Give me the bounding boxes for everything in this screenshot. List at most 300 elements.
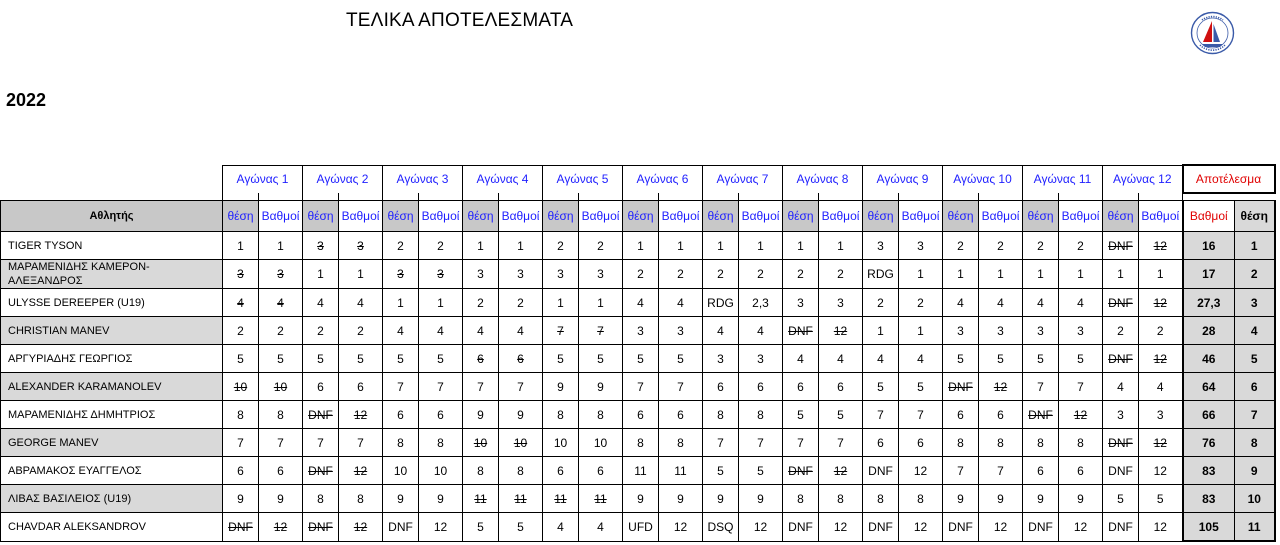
race-position: 1 bbox=[543, 289, 579, 317]
athlete-name: ΑΒΡΑΜΑΚΟΣ ΕΥΑΓΓΕΛΟΣ bbox=[1, 457, 223, 485]
athlete-name: ALEXANDER KARAMANOLEV bbox=[1, 373, 223, 401]
race-header: Αγώνας 7 bbox=[703, 165, 783, 193]
race-points: 7 bbox=[819, 429, 863, 457]
race-position: 2 bbox=[463, 289, 499, 317]
race-header: Αγώνας 11 bbox=[1023, 165, 1103, 193]
race-position: 7 bbox=[223, 429, 259, 457]
race-points: 12 bbox=[1139, 429, 1183, 457]
table-row bbox=[1, 345, 1275, 373]
race-points: 4 bbox=[339, 289, 383, 317]
race-position: 4 bbox=[463, 317, 499, 345]
race-position: 4 bbox=[543, 513, 579, 542]
race-points: 4 bbox=[659, 289, 703, 317]
race-points: 12 bbox=[259, 513, 303, 542]
race-points: 10 bbox=[579, 429, 623, 457]
race-points: 10 bbox=[499, 429, 543, 457]
race-points: 8 bbox=[899, 485, 943, 513]
race-position: 1 bbox=[863, 317, 899, 345]
race-position: 9 bbox=[703, 485, 739, 513]
total-points: 17 bbox=[1183, 260, 1235, 289]
race-points: 2 bbox=[419, 232, 463, 260]
athlete-name: ΑΡΓΥΡΙΑΔΗΣ ΓΕΩΡΓΙΟΣ bbox=[1, 345, 223, 373]
final-position: 2 bbox=[1235, 260, 1275, 289]
total-points: 27,3 bbox=[1183, 289, 1235, 317]
race-points: 1 bbox=[899, 317, 943, 345]
race-points: 3 bbox=[259, 260, 303, 289]
race-position: DNF bbox=[1103, 232, 1139, 260]
divider-cell bbox=[383, 193, 419, 201]
race-position: 1 bbox=[783, 232, 819, 260]
race-position: RDG bbox=[703, 289, 739, 317]
final-position: 10 bbox=[1235, 485, 1275, 513]
race-points: 2,3 bbox=[739, 289, 783, 317]
race-points: 2 bbox=[819, 260, 863, 289]
divider-cell bbox=[899, 193, 943, 201]
table-row bbox=[1, 232, 1275, 260]
athlete-name: GEORGE MANEV bbox=[1, 429, 223, 457]
race-points: 4 bbox=[899, 345, 943, 373]
race-position: 8 bbox=[543, 401, 579, 429]
race-points: 1 bbox=[1139, 260, 1183, 289]
divider-cell bbox=[1103, 193, 1139, 201]
race-points: 12 bbox=[979, 513, 1023, 542]
race-header-row bbox=[1, 165, 1275, 193]
race-position: 5 bbox=[863, 373, 899, 401]
race-points: 9 bbox=[659, 485, 703, 513]
race-position: 5 bbox=[463, 513, 499, 542]
race-position: 1 bbox=[623, 232, 659, 260]
race-points: 11 bbox=[499, 485, 543, 513]
race-points: 12 bbox=[1059, 401, 1103, 429]
race-position: 7 bbox=[783, 429, 819, 457]
table-row bbox=[1, 429, 1275, 457]
race-points: 3 bbox=[739, 345, 783, 373]
divider-cell bbox=[579, 193, 623, 201]
race-position: 6 bbox=[863, 429, 899, 457]
race-position: 6 bbox=[623, 401, 659, 429]
points-header: Βαθμοί bbox=[659, 201, 703, 232]
table-row bbox=[1, 401, 1275, 429]
race-position: DNF bbox=[1103, 345, 1139, 373]
divider-cell bbox=[463, 193, 499, 201]
race-position: 9 bbox=[463, 401, 499, 429]
table-row bbox=[1, 457, 1275, 485]
points-header: Βαθμοί bbox=[739, 201, 783, 232]
race-position: 3 bbox=[863, 232, 899, 260]
race-points: 3 bbox=[499, 260, 543, 289]
race-position: 9 bbox=[1023, 485, 1059, 513]
race-points: 7 bbox=[899, 401, 943, 429]
race-position: 5 bbox=[783, 401, 819, 429]
race-position: DNF bbox=[943, 373, 979, 401]
race-position: 2 bbox=[623, 260, 659, 289]
column-header-row bbox=[1, 201, 1275, 232]
race-header: Αγώνας 12 bbox=[1103, 165, 1183, 193]
race-points: 2 bbox=[1059, 232, 1103, 260]
race-points: 9 bbox=[1059, 485, 1103, 513]
race-points: 4 bbox=[1139, 373, 1183, 401]
race-position: 4 bbox=[1023, 289, 1059, 317]
race-position: 1 bbox=[383, 289, 419, 317]
race-points: 10 bbox=[259, 373, 303, 401]
race-points: 12 bbox=[659, 513, 703, 542]
athlete-name: ΜΑΡΑΜΕΝΙΔΗΣ ΔΗΜΗΤΡΙΟΣ bbox=[1, 401, 223, 429]
race-points: 12 bbox=[979, 373, 1023, 401]
race-position: 2 bbox=[303, 317, 339, 345]
position-header: θέση bbox=[1023, 201, 1059, 232]
race-position: 3 bbox=[303, 232, 339, 260]
position-header: θέση bbox=[383, 201, 419, 232]
race-position: 4 bbox=[943, 289, 979, 317]
race-points: 8 bbox=[739, 401, 783, 429]
race-points: 6 bbox=[339, 373, 383, 401]
race-position: 8 bbox=[1023, 429, 1059, 457]
race-position: 6 bbox=[383, 401, 419, 429]
race-points: 3 bbox=[1059, 317, 1103, 345]
divider-cell bbox=[1139, 193, 1183, 201]
race-position: 3 bbox=[383, 260, 419, 289]
race-position: DNF bbox=[943, 513, 979, 542]
divider-cell bbox=[1235, 193, 1275, 201]
race-points: 12 bbox=[899, 457, 943, 485]
position-header: θέση bbox=[223, 201, 259, 232]
race-position: 9 bbox=[943, 485, 979, 513]
race-points: 2 bbox=[499, 289, 543, 317]
race-position: DNF bbox=[783, 513, 819, 542]
race-position: 5 bbox=[303, 345, 339, 373]
race-points: 12 bbox=[1059, 513, 1103, 542]
race-position: 6 bbox=[223, 457, 259, 485]
race-position: 11 bbox=[623, 457, 659, 485]
race-points: 8 bbox=[259, 401, 303, 429]
race-position: 2 bbox=[703, 260, 739, 289]
race-position: 8 bbox=[383, 429, 419, 457]
race-points: 5 bbox=[499, 513, 543, 542]
race-position: DNF bbox=[1023, 513, 1059, 542]
race-position: 7 bbox=[383, 373, 419, 401]
table-row bbox=[1, 485, 1275, 513]
points-header: Βαθμοί bbox=[1139, 201, 1183, 232]
race-points: 5 bbox=[979, 345, 1023, 373]
race-points: 1 bbox=[579, 289, 623, 317]
race-points: 5 bbox=[1139, 485, 1183, 513]
points-header: Βαθμοί bbox=[979, 201, 1023, 232]
race-position: DNF bbox=[1103, 289, 1139, 317]
race-points: 3 bbox=[339, 232, 383, 260]
table-row bbox=[1, 373, 1275, 401]
race-position: DNF bbox=[1103, 513, 1139, 542]
race-position: 2 bbox=[783, 260, 819, 289]
race-points: 6 bbox=[979, 401, 1023, 429]
points-header: Βαθμοί bbox=[819, 201, 863, 232]
divider-cell bbox=[943, 193, 979, 201]
race-header: Αγώνας 1 bbox=[223, 165, 303, 193]
race-position: 2 bbox=[1023, 232, 1059, 260]
race-points: 8 bbox=[499, 457, 543, 485]
race-position: 3 bbox=[543, 260, 579, 289]
position-header: θέση bbox=[703, 201, 739, 232]
final-position: 5 bbox=[1235, 345, 1275, 373]
blank-corner-cell bbox=[1, 165, 223, 193]
race-header: Αγώνας 5 bbox=[543, 165, 623, 193]
race-position: 1 bbox=[223, 232, 259, 260]
race-points: 6 bbox=[1059, 457, 1103, 485]
race-header: Αγώνας 10 bbox=[943, 165, 1023, 193]
race-points: 9 bbox=[739, 485, 783, 513]
race-points: 8 bbox=[1059, 429, 1103, 457]
points-header: Βαθμοί bbox=[499, 201, 543, 232]
position-header: θέση bbox=[863, 201, 899, 232]
race-points: 4 bbox=[1059, 289, 1103, 317]
race-position: 8 bbox=[783, 485, 819, 513]
race-position: DNF bbox=[1103, 429, 1139, 457]
race-position: 3 bbox=[463, 260, 499, 289]
race-points: 1 bbox=[899, 260, 943, 289]
divider-cell bbox=[223, 193, 259, 201]
divider-cell bbox=[1183, 193, 1235, 201]
race-points: 8 bbox=[659, 429, 703, 457]
race-position: 3 bbox=[623, 317, 659, 345]
race-points: 2 bbox=[979, 232, 1023, 260]
race-position: DNF bbox=[783, 457, 819, 485]
race-position: DNF bbox=[383, 513, 419, 542]
race-position: DNF bbox=[303, 457, 339, 485]
points-header: Βαθμοί bbox=[259, 201, 303, 232]
race-position: 6 bbox=[463, 345, 499, 373]
race-points: 11 bbox=[659, 457, 703, 485]
race-position: 4 bbox=[223, 289, 259, 317]
divider-cell bbox=[543, 193, 579, 201]
final-position: 1 bbox=[1235, 232, 1275, 260]
race-points: 5 bbox=[419, 345, 463, 373]
position-header: θέση bbox=[303, 201, 339, 232]
athlete-header: Αθλητής bbox=[1, 201, 223, 232]
athlete-name: CHRISTIAN MANEV bbox=[1, 317, 223, 345]
race-position: 2 bbox=[223, 317, 259, 345]
race-position: 6 bbox=[943, 401, 979, 429]
race-position: 4 bbox=[703, 317, 739, 345]
race-position: 10 bbox=[463, 429, 499, 457]
divider-cell bbox=[783, 193, 819, 201]
race-position: 7 bbox=[303, 429, 339, 457]
race-header: Αγώνας 8 bbox=[783, 165, 863, 193]
divider-cell bbox=[259, 193, 303, 201]
race-points: 1 bbox=[259, 232, 303, 260]
race-points: 12 bbox=[1139, 513, 1183, 542]
final-position: 3 bbox=[1235, 289, 1275, 317]
race-position: 1 bbox=[943, 260, 979, 289]
race-position: 1 bbox=[703, 232, 739, 260]
race-position: 5 bbox=[1023, 345, 1059, 373]
club-emblem-icon bbox=[1189, 11, 1236, 55]
race-position: 8 bbox=[863, 485, 899, 513]
points-header: Βαθμοί bbox=[1059, 201, 1103, 232]
race-position: 6 bbox=[783, 373, 819, 401]
final-position-header: θέση bbox=[1235, 201, 1275, 232]
position-header: θέση bbox=[463, 201, 499, 232]
divider-cell bbox=[863, 193, 899, 201]
race-position: 7 bbox=[943, 457, 979, 485]
race-points: 1 bbox=[739, 232, 783, 260]
race-points: 12 bbox=[739, 513, 783, 542]
race-position: 5 bbox=[223, 345, 259, 373]
page-title: ΤΕΛΙΚΑ ΑΠΟΤΕΛΕΣΜΑΤΑ bbox=[346, 10, 574, 31]
race-header: Αγώνας 3 bbox=[383, 165, 463, 193]
race-points: 2 bbox=[579, 232, 623, 260]
race-points: 12 bbox=[819, 317, 863, 345]
race-points: 1 bbox=[339, 260, 383, 289]
race-points: 6 bbox=[579, 457, 623, 485]
table-row bbox=[1, 513, 1275, 542]
race-position: 9 bbox=[623, 485, 659, 513]
race-points: 6 bbox=[419, 401, 463, 429]
race-points: 7 bbox=[499, 373, 543, 401]
final-position: 7 bbox=[1235, 401, 1275, 429]
total-points: 16 bbox=[1183, 232, 1235, 260]
race-points: 3 bbox=[899, 232, 943, 260]
race-points: 4 bbox=[499, 317, 543, 345]
race-points: 12 bbox=[819, 513, 863, 542]
race-points: 12 bbox=[339, 513, 383, 542]
race-points: 4 bbox=[979, 289, 1023, 317]
race-position: 8 bbox=[623, 429, 659, 457]
race-position: 6 bbox=[1023, 457, 1059, 485]
race-points: 1 bbox=[659, 232, 703, 260]
race-points: 5 bbox=[1059, 345, 1103, 373]
race-position: DNF bbox=[223, 513, 259, 542]
points-header: Βαθμοί bbox=[579, 201, 623, 232]
race-points: 6 bbox=[819, 373, 863, 401]
total-points: 83 bbox=[1183, 485, 1235, 513]
race-points: 12 bbox=[899, 513, 943, 542]
race-points: 6 bbox=[499, 345, 543, 373]
race-points: 12 bbox=[1139, 457, 1183, 485]
season-year: 2022 bbox=[6, 90, 47, 110]
race-points: 2 bbox=[1139, 317, 1183, 345]
race-points: 5 bbox=[659, 345, 703, 373]
race-points: 8 bbox=[579, 401, 623, 429]
race-position: 6 bbox=[703, 373, 739, 401]
race-position: 7 bbox=[1023, 373, 1059, 401]
total-points-header: Βαθμοί bbox=[1183, 201, 1235, 232]
race-points: 7 bbox=[419, 373, 463, 401]
race-points: 9 bbox=[579, 373, 623, 401]
race-position: 2 bbox=[1103, 317, 1139, 345]
total-points: 28 bbox=[1183, 317, 1235, 345]
race-position: UFD bbox=[623, 513, 659, 542]
race-position: 3 bbox=[223, 260, 259, 289]
race-points: 1 bbox=[499, 232, 543, 260]
race-position: 5 bbox=[623, 345, 659, 373]
race-points: 3 bbox=[819, 289, 863, 317]
total-points: 83 bbox=[1183, 457, 1235, 485]
race-points: 5 bbox=[339, 345, 383, 373]
race-position: 3 bbox=[783, 289, 819, 317]
total-points: 46 bbox=[1183, 345, 1235, 373]
blank-cell bbox=[1, 193, 223, 201]
race-position: 7 bbox=[703, 429, 739, 457]
race-points: 1 bbox=[979, 260, 1023, 289]
race-position: 1 bbox=[303, 260, 339, 289]
race-points: 8 bbox=[419, 429, 463, 457]
race-points: 3 bbox=[979, 317, 1023, 345]
race-points: 4 bbox=[579, 513, 623, 542]
race-position: DNF bbox=[1103, 457, 1139, 485]
final-position: 6 bbox=[1235, 373, 1275, 401]
race-position: 3 bbox=[703, 345, 739, 373]
position-header: θέση bbox=[623, 201, 659, 232]
race-divider-row bbox=[1, 193, 1275, 201]
race-position: RDG bbox=[863, 260, 899, 289]
race-position: 7 bbox=[463, 373, 499, 401]
race-position: 2 bbox=[863, 289, 899, 317]
divider-cell bbox=[419, 193, 463, 201]
race-points: 6 bbox=[259, 457, 303, 485]
race-points: 12 bbox=[1139, 345, 1183, 373]
race-position: 5 bbox=[943, 345, 979, 373]
race-position: 10 bbox=[223, 373, 259, 401]
race-points: 6 bbox=[899, 429, 943, 457]
race-position: 1 bbox=[463, 232, 499, 260]
total-points: 105 bbox=[1183, 513, 1235, 542]
results-table bbox=[0, 164, 1276, 542]
race-points: 1 bbox=[1059, 260, 1103, 289]
final-position: 11 bbox=[1235, 513, 1275, 542]
athlete-name: ΜΑΡΑΜΕΝΙΔΗΣ ΚΑΜΕΡΟΝ-ΑΛΕΞΑΝΔΡΟΣ bbox=[1, 260, 223, 289]
race-points: 10 bbox=[419, 457, 463, 485]
race-position: DNF bbox=[303, 513, 339, 542]
race-position: DNF bbox=[863, 457, 899, 485]
divider-cell bbox=[979, 193, 1023, 201]
race-points: 7 bbox=[1059, 373, 1103, 401]
race-position: DNF bbox=[303, 401, 339, 429]
divider-cell bbox=[499, 193, 543, 201]
final-position: 4 bbox=[1235, 317, 1275, 345]
race-points: 4 bbox=[819, 345, 863, 373]
race-points: 12 bbox=[339, 457, 383, 485]
race-points: 3 bbox=[579, 260, 623, 289]
race-points: 9 bbox=[979, 485, 1023, 513]
race-position: 5 bbox=[543, 345, 579, 373]
race-header: Αγώνας 2 bbox=[303, 165, 383, 193]
race-position: 1 bbox=[1103, 260, 1139, 289]
race-position: 8 bbox=[463, 457, 499, 485]
final-position: 8 bbox=[1235, 429, 1275, 457]
race-points: 2 bbox=[739, 260, 783, 289]
points-header: Βαθμοί bbox=[419, 201, 463, 232]
result-header: Αποτέλεσμα bbox=[1183, 165, 1275, 193]
total-points: 66 bbox=[1183, 401, 1235, 429]
race-points: 9 bbox=[499, 401, 543, 429]
race-position: 4 bbox=[623, 289, 659, 317]
position-header: θέση bbox=[1103, 201, 1139, 232]
position-header: θέση bbox=[783, 201, 819, 232]
points-header: Βαθμοί bbox=[339, 201, 383, 232]
race-points: 2 bbox=[339, 317, 383, 345]
race-position: DNF bbox=[783, 317, 819, 345]
race-position: 3 bbox=[1023, 317, 1059, 345]
race-position: 11 bbox=[543, 485, 579, 513]
race-position: 8 bbox=[303, 485, 339, 513]
divider-cell bbox=[623, 193, 659, 201]
race-points: 9 bbox=[419, 485, 463, 513]
race-header: Αγώνας 4 bbox=[463, 165, 543, 193]
race-points: 12 bbox=[1139, 232, 1183, 260]
divider-cell bbox=[703, 193, 739, 201]
race-points: 11 bbox=[579, 485, 623, 513]
race-points: 5 bbox=[819, 401, 863, 429]
final-position: 9 bbox=[1235, 457, 1275, 485]
